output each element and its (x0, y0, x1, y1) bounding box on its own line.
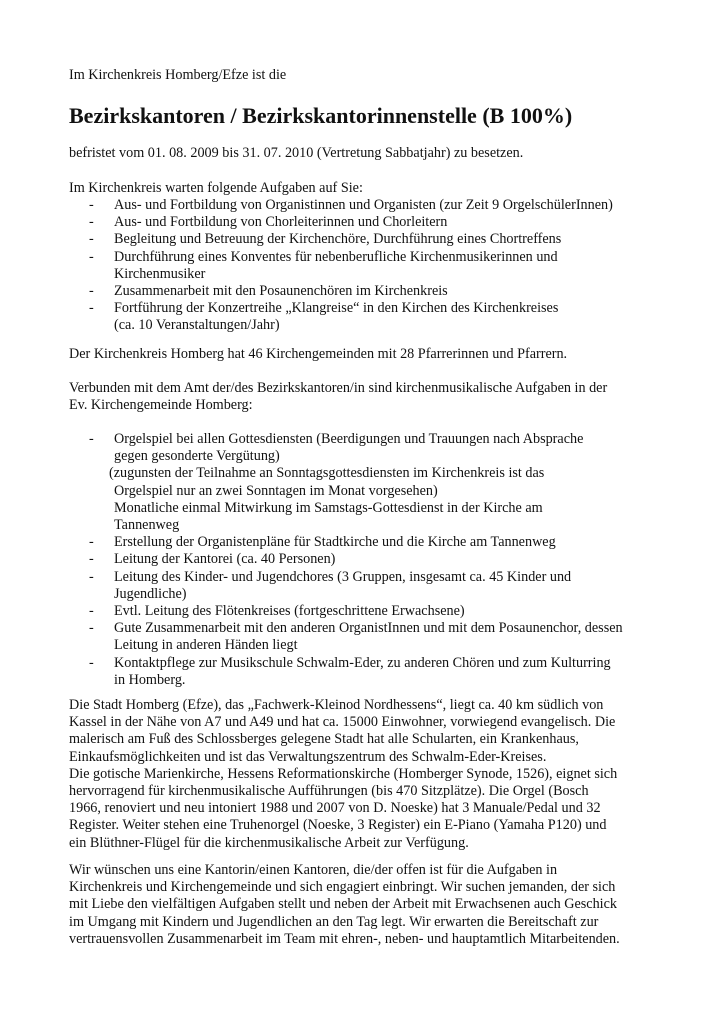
task-item (69, 300, 669, 334)
dash-bullet: - (89, 214, 94, 231)
town-line: Einkaufsmöglichkeiten und ist das Verwaltungszentrum des Schwalm-Eder-Kreises. (69, 748, 547, 765)
linked-intro-line: Verbunden mit dem Amt der/des Bezirkskantoren/in sind kirchenmusikalische Aufgaben in der (69, 380, 608, 396)
job-period: befristet vom 01. 08. 2009 bis 31. 07. 2010 (Vertretung Sabbatjahr) zu besetzen. (69, 145, 524, 161)
wish-line: im Umgang mit Kindern und Jugendlichen an den Tag legt. Wir erwarten die Bereitschaft zur (69, 913, 599, 930)
dash-bullet: - (89, 300, 94, 317)
parish-task-item (69, 655, 669, 689)
task-line: in Homberg. (114, 671, 186, 688)
dash-bullet: - (89, 283, 94, 300)
parish-task-item (69, 534, 669, 551)
task-item (69, 249, 669, 283)
task-line: Tannenweg (114, 517, 180, 534)
linked-intro-line: Ev. Kirchengemeinde Homberg: (69, 397, 253, 414)
job-title: Bezirkskantoren / Bezirkskantorinnenstelle (B 100%) (69, 103, 573, 128)
task-line: Kontaktpflege zur Musikschule Schwalm-Eder, zu anderen Chören und zum Kulturring (114, 654, 611, 671)
dash-bullet: - (89, 568, 94, 585)
parishes-paragraph: Der Kirchenkreis Homberg hat 46 Kirchengemeinden mit 28 Pfarrerinnen und Pfarrern. (69, 346, 568, 362)
district-tasks-list (69, 197, 669, 335)
parish-task-item (69, 569, 669, 603)
dash-bullet: - (89, 551, 94, 568)
task-line: (zugunsten der Teilnahme an Sonntagsgottesdiensten im Kirchenkreis ist das (109, 465, 545, 482)
parish-tasks-list (69, 431, 669, 689)
task-line: gegen gesonderte Vergütung) (114, 448, 280, 465)
task-line: Durchführung eines Konventes für nebenberufliche Kirchenmusikerinnen und (114, 248, 558, 265)
town-line: hervorragend für kirchenmusikalische Aufführungen (bis 470 Sitzplätze). Die Orgel (Bosch (69, 783, 589, 800)
task-line: Begleitung und Betreuung der Kirchenchöre, Durchführung eines Chortreffens (114, 231, 562, 248)
task-line: Zusammenarbeit mit den Posaunenchören im Kirchenkreis (114, 283, 448, 300)
town-line: malerisch am Fuß des Schlossberges gelegene Stadt hat alle Schularten, ein Krankenhaus, (69, 731, 579, 748)
task-item (69, 197, 669, 214)
task-line: Aus- und Fortbildung von Organistinnen und Organisten (zur Zeit 9 OrgelschülerInnen) (114, 197, 613, 213)
town-description (69, 697, 649, 852)
dash-bullet: - (89, 248, 94, 265)
parish-task-item (69, 603, 669, 620)
task-line: Erstellung der Organistenpläne für Stadtkirche und die Kirche am Tannenweg (114, 534, 556, 551)
task-item (69, 231, 669, 248)
task-item (69, 214, 669, 231)
town-line: Register. Weiter stehen eine Truhenorgel (Noeske, 3 Register) ein E-Piano (Yamaha P120) und (69, 817, 607, 834)
dash-bullet: - (89, 431, 94, 447)
wish-line: mit Liebe den vielfältigen Aufgaben stellt und neben der Arbeit mit Erwachsenen auch Geschick (69, 896, 618, 913)
town-line: ein Blüthner-Flügel für die kirchenmusikalische Arbeit zur Verfügung. (69, 834, 469, 851)
dash-bullet: - (89, 534, 94, 551)
task-line: Leitung in anderen Händen liegt (114, 637, 298, 654)
task-line: Orgelspiel bei allen Gottesdiensten (Beerdigungen und Trauungen nach Absprache (114, 431, 584, 447)
town-line: Die Stadt Homberg (Efze), das „Fachwerk-Kleinod Nordhessens“, liegt ca. 40 km südlich von (69, 697, 604, 713)
task-line: Jugendliche) (114, 585, 187, 602)
town-line: Kassel in der Nähe von A7 und A49 und hat ca. 15000 Einwohner, vorwiegend evangelisch. Die (69, 714, 616, 731)
task-item (69, 283, 669, 300)
task-line: Fortführung der Konzertreihe „Klangreise“ in den Kirchen des Kirchenkreises (114, 300, 559, 317)
task-line: Orgelspiel nur an zwei Sonntagen im Monat vorgesehen) (114, 482, 438, 499)
intro-line: Im Kirchenkreis Homberg/Efze ist die (69, 67, 287, 83)
dash-bullet: - (89, 231, 94, 248)
task-line: (ca. 10 Veranstaltungen/Jahr) (114, 317, 280, 334)
task-line: Leitung des Kinder- und Jugendchores (3 Gruppen, insgesamt ca. 45 Kinder und (114, 568, 572, 585)
linked-duties-intro (69, 380, 669, 414)
parish-task-item (69, 431, 669, 534)
wish-line: vertrauensvollen Zusammenarbeit im Team mit ehren-, neben- und hauptamtlich Mitarbeitenden. (69, 930, 620, 947)
task-line: Kirchenmusiker (114, 265, 206, 282)
dash-bullet: - (89, 197, 94, 213)
wish-line: Kirchenkreis und Kirchengemeinde und sich engagiert einbringt. Wir suchen jemanden, der sich (69, 879, 616, 896)
wish-line: Wir wünschen uns eine Kantorin/einen Kantoren, die/der offen ist für die Aufgaben in (69, 862, 558, 878)
dash-bullet: - (89, 654, 94, 671)
tasks-intro: Im Kirchenkreis warten folgende Aufgaben auf Sie: (69, 180, 363, 196)
town-line: 1966, renoviert und neu intoniert 1988 und 2007 von D. Noeske) hat 3 Manuale/Pedal und 32 (69, 800, 601, 817)
task-line: Monatliche einmal Mitwirkung im Samstags-Gottesdienst in der Kirche am (114, 499, 543, 516)
task-line: Gute Zusammenarbeit mit den anderen OrganistInnen und mit dem Posaunenchor, dessen (114, 620, 623, 637)
task-line: Aus- und Fortbildung von Chorleiterinnen und Chorleitern (114, 214, 448, 231)
dash-bullet: - (89, 603, 94, 620)
task-line: Leitung der Kantorei (ca. 40 Personen) (114, 551, 336, 568)
dash-bullet: - (89, 620, 94, 637)
parish-task-item (69, 620, 669, 654)
task-line: Evtl. Leitung des Flötenkreises (fortgeschrittene Erwachsene) (114, 603, 465, 620)
town-line: Die gotische Marienkirche, Hessens Reformationskirche (Homberger Synode, 1526), eignet sich (69, 765, 618, 782)
parish-task-item (69, 551, 669, 568)
candidate-expectations (69, 862, 649, 948)
